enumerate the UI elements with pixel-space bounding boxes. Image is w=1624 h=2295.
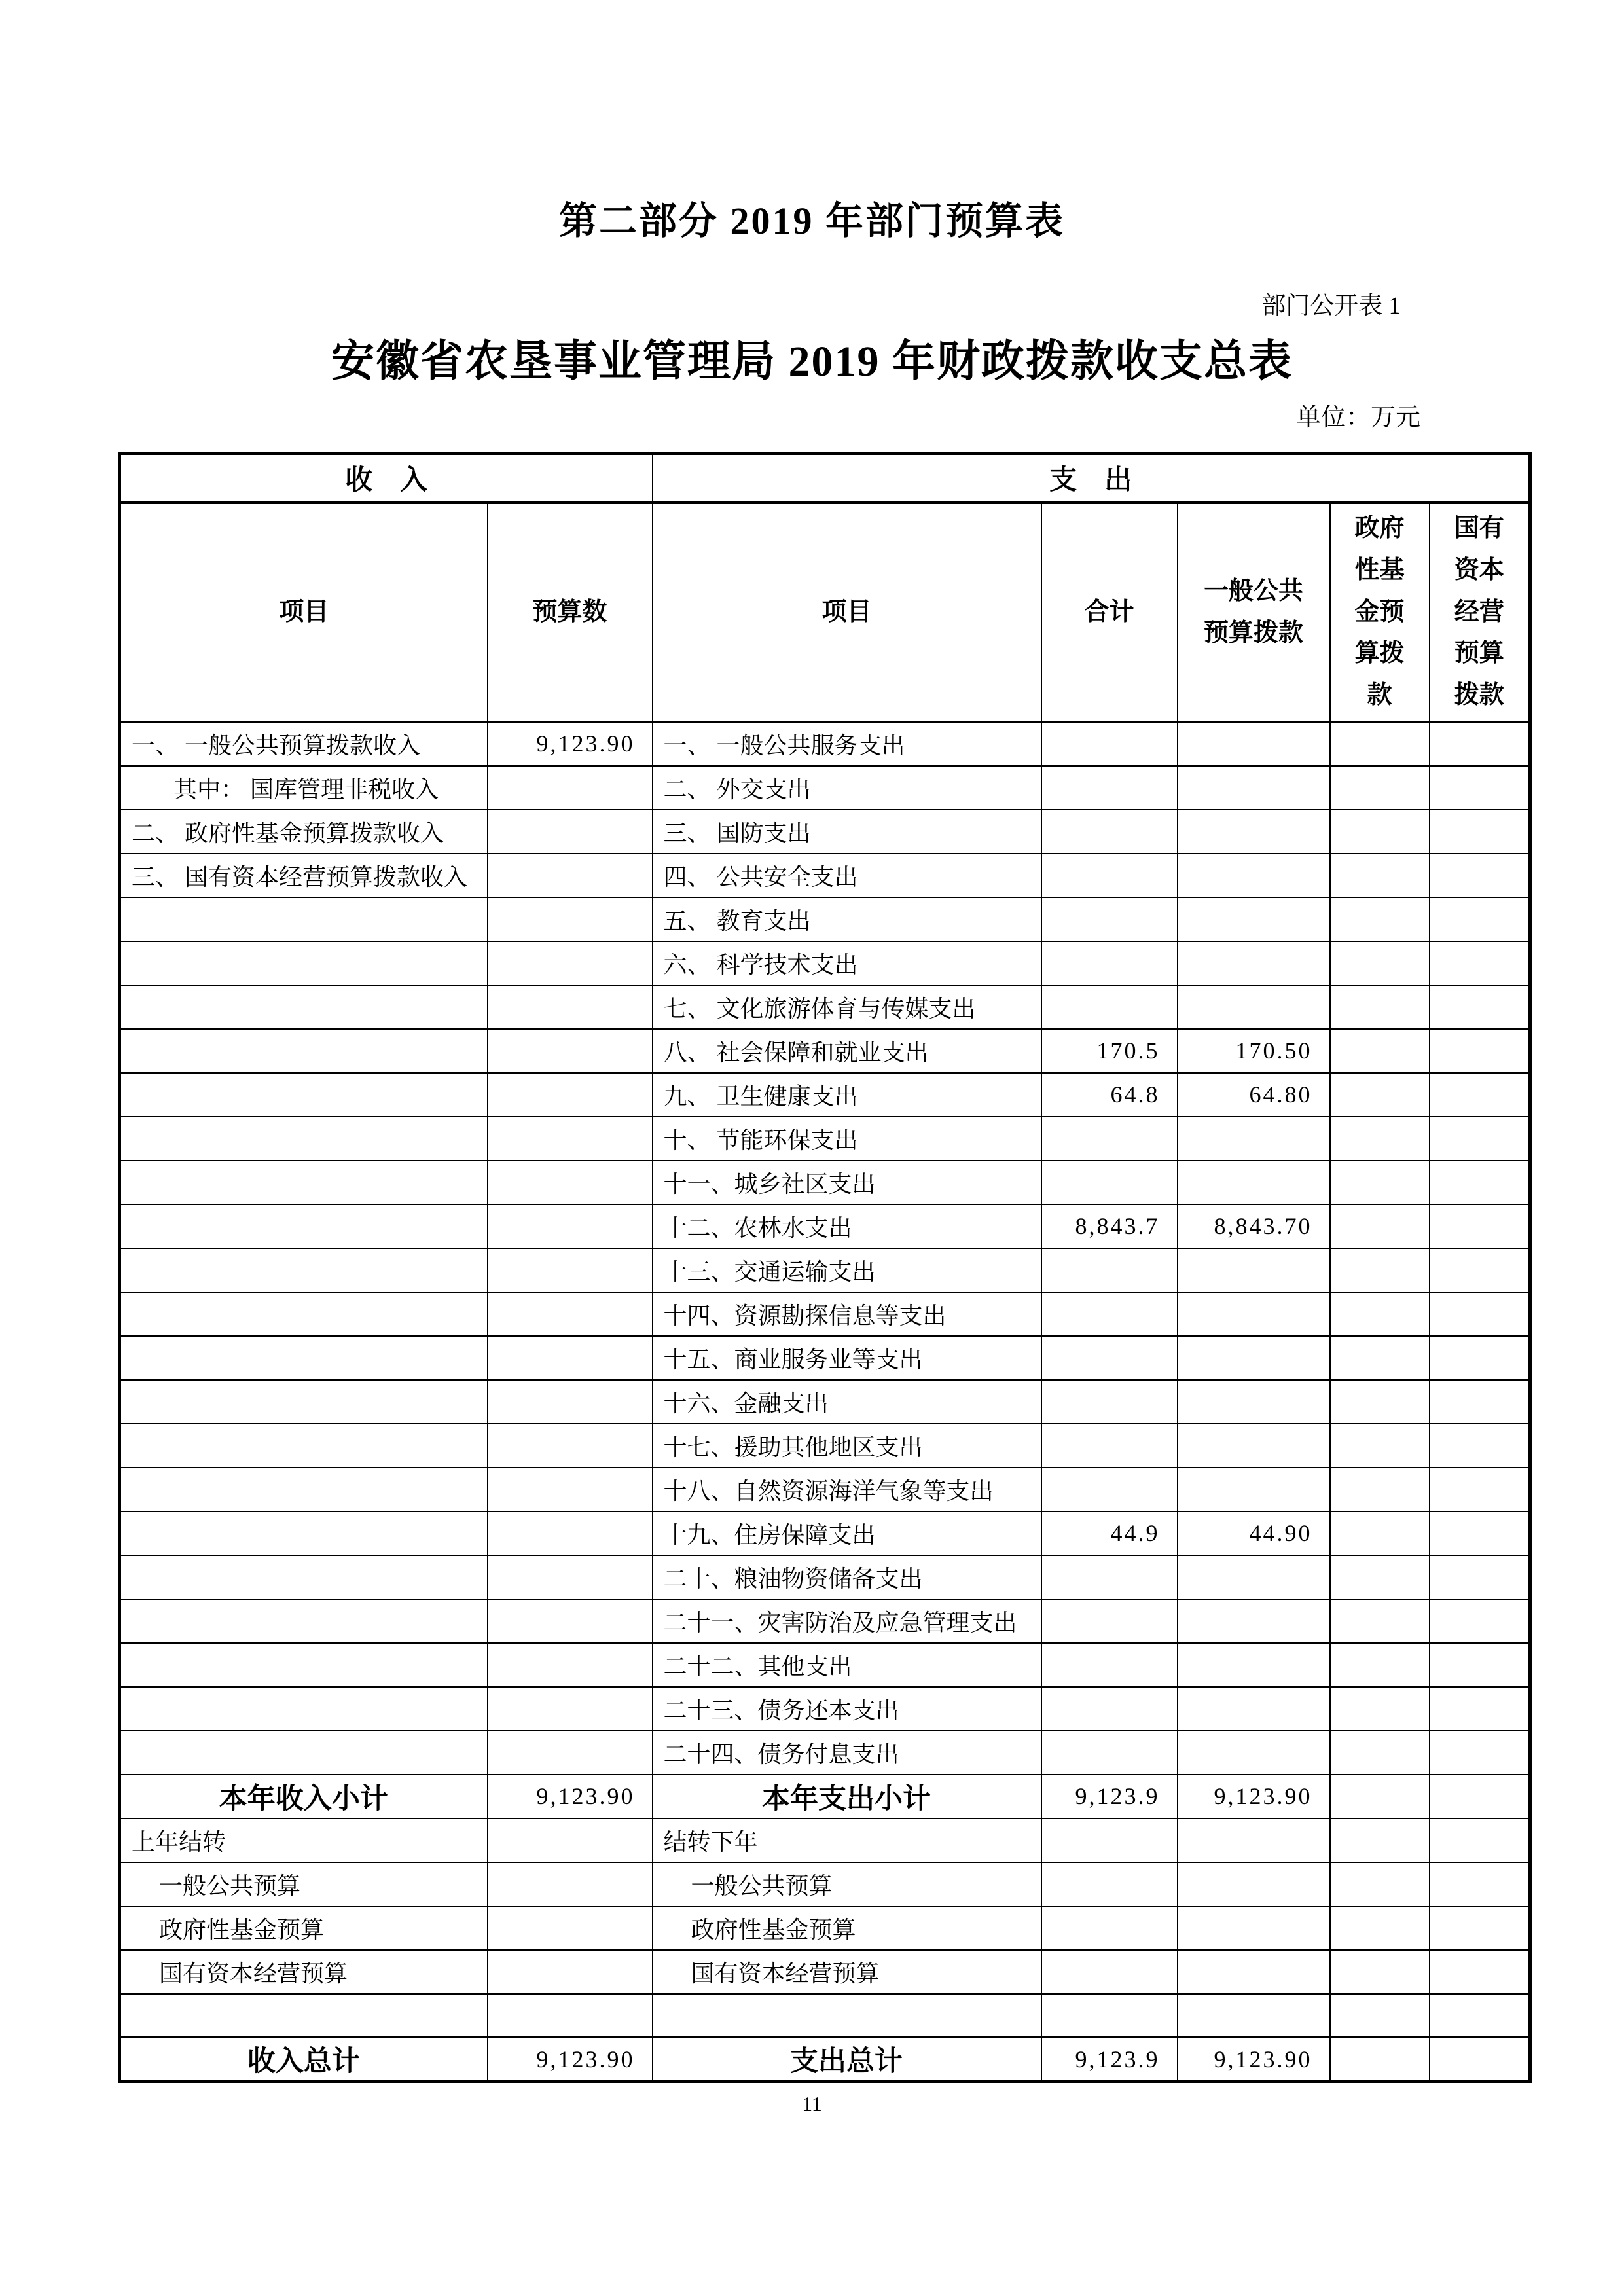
col-header-state-capital-budget [1430, 503, 1530, 722]
total-amount-cell [1041, 1994, 1178, 2038]
budget-amount-cell: 9,123.90 [488, 722, 653, 766]
state-capital-amount-cell [1430, 1073, 1530, 1117]
table-row [120, 897, 1530, 941]
table-row [120, 1555, 1530, 1599]
table-row [120, 1029, 1530, 1073]
budget-amount-cell [488, 1994, 653, 2038]
income-group-header: 收 入 [120, 454, 653, 503]
gov-fund-amount-cell [1330, 985, 1430, 1029]
total-amount-cell [1041, 1599, 1178, 1643]
col-header-expense-item-label: 项目 [821, 598, 872, 626]
expense-item-cell: 九、 卫生健康支出 [653, 1073, 1041, 1117]
table-row [120, 985, 1530, 1029]
expense-item-cell: 二十、粮油物资储备支出 [653, 1555, 1041, 1599]
budget-amount-cell [488, 1906, 653, 1950]
expense-item-cell: 结转下年 [653, 1818, 1041, 1862]
table-row [120, 1643, 1530, 1687]
total-amount-cell [1041, 854, 1178, 897]
expense-item-cell: 十四、资源勘探信息等支出 [653, 1292, 1041, 1336]
budget-amount-cell [488, 1029, 653, 1073]
general-budget-amount-cell [1178, 1687, 1330, 1731]
income-item-cell [120, 1511, 488, 1555]
total-amount-cell [1041, 1424, 1178, 1468]
total-amount-cell [1041, 1818, 1178, 1862]
table-row [120, 2038, 1530, 2082]
income-item-cell [120, 1292, 488, 1336]
col-header-income-item-label: 项目 [279, 598, 329, 626]
income-item-cell [120, 1161, 488, 1204]
state-capital-amount-cell [1430, 1380, 1530, 1424]
document-title: 第二部分 2019 年部门预算表 [558, 200, 1065, 242]
table-row [120, 941, 1530, 985]
table-tag-label: 部门公开表 1 [1261, 293, 1401, 319]
table-group-header-row [120, 454, 1530, 503]
col-header-budget-amount [488, 503, 653, 722]
table-row [120, 1906, 1530, 1950]
total-amount-cell [1041, 810, 1178, 854]
budget-amount-cell [488, 1511, 653, 1555]
state-capital-amount-cell [1430, 766, 1530, 810]
expense-item-cell: 二十四、债务付息支出 [653, 1731, 1041, 1775]
budget-amount-cell [488, 1599, 653, 1643]
general-budget-amount-cell [1178, 1336, 1330, 1380]
col-header-budget-amount-label: 预算数 [532, 598, 607, 626]
general-budget-amount-cell [1178, 1117, 1330, 1161]
total-amount-cell [1041, 985, 1178, 1029]
gov-fund-amount-cell [1330, 1161, 1430, 1204]
expense-item-cell: 支出总计 [653, 2038, 1041, 2082]
expense-item-cell: 一、 一般公共服务支出 [653, 722, 1041, 766]
general-budget-amount-cell [1178, 941, 1330, 985]
state-capital-amount-cell [1430, 1731, 1530, 1775]
expense-item-cell: 六、 科学技术支出 [653, 941, 1041, 985]
expense-item-cell: 二十一、灾害防治及应急管理支出 [653, 1599, 1041, 1643]
expense-item-cell: 政府性基金预算 [653, 1906, 1041, 1950]
total-amount-cell: 170.5 [1041, 1029, 1178, 1073]
col-header-total-label: 合计 [1084, 598, 1134, 626]
total-amount-cell [1041, 1906, 1178, 1950]
expense-item-cell: 十、 节能环保支出 [653, 1117, 1041, 1161]
gov-fund-amount-cell [1330, 810, 1430, 854]
general-budget-amount-cell: 64.80 [1178, 1073, 1330, 1117]
gov-fund-amount-cell [1330, 1336, 1430, 1380]
general-budget-amount-cell [1178, 766, 1330, 810]
budget-amount-cell [488, 1248, 653, 1292]
general-budget-amount-cell: 44.90 [1178, 1511, 1330, 1555]
general-budget-amount-cell [1178, 1862, 1330, 1906]
expense-item-cell: 五、 教育支出 [653, 897, 1041, 941]
gov-fund-amount-cell [1330, 1687, 1430, 1731]
total-amount-cell: 44.9 [1041, 1511, 1178, 1555]
budget-amount-cell [488, 1424, 653, 1468]
gov-fund-amount-cell [1330, 766, 1430, 810]
budget-amount-cell [488, 941, 653, 985]
total-amount-cell [1041, 1687, 1178, 1731]
table-row [120, 810, 1530, 854]
state-capital-amount-cell [1430, 985, 1530, 1029]
budget-amount-cell [488, 766, 653, 810]
income-item-cell [120, 985, 488, 1029]
total-amount-cell [1041, 1555, 1178, 1599]
state-capital-amount-cell [1430, 1424, 1530, 1468]
general-budget-amount-cell [1178, 1161, 1330, 1204]
table-column-header-row [120, 503, 1530, 722]
general-budget-amount-cell [1178, 1818, 1330, 1862]
total-amount-cell: 64.8 [1041, 1073, 1178, 1117]
income-item-cell [120, 1248, 488, 1292]
table-title: 安徽省农垦事业管理局 2019 年财政拨款收支总表 [331, 338, 1293, 386]
income-item-cell [120, 1073, 488, 1117]
income-item-cell [120, 1204, 488, 1248]
gov-fund-amount-cell [1330, 1117, 1430, 1161]
expense-item-cell: 七、 文化旅游体育与传媒支出 [653, 985, 1041, 1029]
table-row [120, 1117, 1530, 1161]
total-amount-cell [1041, 722, 1178, 766]
budget-amount-cell [488, 897, 653, 941]
general-budget-amount-cell [1178, 1468, 1330, 1511]
total-amount-cell [1041, 766, 1178, 810]
table-row [120, 1818, 1530, 1862]
budget-amount-cell [488, 1204, 653, 1248]
income-item-cell [120, 897, 488, 941]
state-capital-amount-cell [1430, 1862, 1530, 1906]
gov-fund-amount-cell [1330, 1950, 1430, 1994]
table-row [120, 1950, 1530, 1994]
table-row [120, 1687, 1530, 1731]
gov-fund-amount-cell [1330, 1204, 1430, 1248]
total-amount-cell [1041, 1292, 1178, 1336]
table-row [120, 1731, 1530, 1775]
budget-amount-cell [488, 985, 653, 1029]
table-row [120, 1775, 1530, 1818]
gov-fund-amount-cell [1330, 1994, 1430, 2038]
budget-amount-cell [488, 1468, 653, 1511]
budget-amount-cell [488, 854, 653, 897]
general-budget-amount-cell [1178, 854, 1330, 897]
budget-amount-cell [488, 1643, 653, 1687]
table-body [120, 722, 1530, 2082]
col-header-gov-fund-budget [1330, 503, 1430, 722]
expense-item-cell: 八、 社会保障和就业支出 [653, 1029, 1041, 1073]
table-row [120, 1862, 1530, 1906]
income-item-cell [120, 1117, 488, 1161]
expense-group-header: 支 出 [653, 454, 1530, 503]
general-budget-amount-cell [1178, 722, 1330, 766]
budget-amount-cell [488, 810, 653, 854]
income-item-cell: 上年结转 [120, 1818, 488, 1862]
general-budget-amount-cell: 9,123.90 [1178, 2038, 1330, 2082]
table-row [120, 1599, 1530, 1643]
income-item-cell: 一般公共预算 [120, 1862, 488, 1906]
table-row [120, 1511, 1530, 1555]
col-header-general-public-budget-label: 一般公共预算拨款 [1204, 577, 1304, 647]
state-capital-amount-cell [1430, 1643, 1530, 1687]
gov-fund-amount-cell [1330, 854, 1430, 897]
general-budget-amount-cell [1178, 1906, 1330, 1950]
total-amount-cell [1041, 1380, 1178, 1424]
state-capital-amount-cell [1430, 1292, 1530, 1336]
general-budget-amount-cell [1178, 897, 1330, 941]
state-capital-amount-cell [1430, 722, 1530, 766]
income-item-cell: 三、 国有资本经营预算拨款收入 [120, 854, 488, 897]
state-capital-amount-cell [1430, 1775, 1530, 1818]
income-item-cell [120, 1643, 488, 1687]
total-amount-cell [1041, 1161, 1178, 1204]
state-capital-amount-cell [1430, 1468, 1530, 1511]
total-amount-cell [1041, 1468, 1178, 1511]
total-amount-cell [1041, 1862, 1178, 1906]
general-budget-amount-cell: 9,123.90 [1178, 1775, 1330, 1818]
income-item-cell [120, 1380, 488, 1424]
gov-fund-amount-cell [1330, 1818, 1430, 1862]
income-item-cell: 国有资本经营预算 [120, 1950, 488, 1994]
gov-fund-amount-cell [1330, 1468, 1430, 1511]
state-capital-amount-cell [1430, 1161, 1530, 1204]
general-budget-amount-cell [1178, 985, 1330, 1029]
general-budget-amount-cell [1178, 1424, 1330, 1468]
budget-summary-table [118, 452, 1532, 2083]
total-amount-cell [1041, 1731, 1178, 1775]
income-item-cell: 其中： 国库管理非税收入 [120, 766, 488, 810]
budget-amount-cell [488, 1073, 653, 1117]
income-item-cell: 政府性基金预算 [120, 1906, 488, 1950]
state-capital-amount-cell [1430, 1029, 1530, 1073]
expense-item-cell: 一般公共预算 [653, 1862, 1041, 1906]
state-capital-amount-cell [1430, 1117, 1530, 1161]
general-budget-amount-cell [1178, 1555, 1330, 1599]
col-header-gov-fund-budget-label: 政府性基金预算拨款 [1354, 514, 1405, 710]
unit-note: 单位：万元 [1295, 404, 1420, 431]
total-amount-cell: 9,123.9 [1041, 2038, 1178, 2082]
total-amount-cell [1041, 1248, 1178, 1292]
total-amount-cell [1041, 941, 1178, 985]
gov-fund-amount-cell [1330, 1380, 1430, 1424]
general-budget-amount-cell [1178, 1248, 1330, 1292]
table-row [120, 1994, 1530, 2038]
budget-amount-cell [488, 1862, 653, 1906]
state-capital-amount-cell [1430, 1906, 1530, 1950]
gov-fund-amount-cell [1330, 2038, 1430, 2082]
table-row [120, 1380, 1530, 1424]
general-budget-amount-cell [1178, 810, 1330, 854]
expense-item-cell: 国有资本经营预算 [653, 1950, 1041, 1994]
table-row [120, 1292, 1530, 1336]
income-item-cell: 二、 政府性基金预算拨款收入 [120, 810, 488, 854]
expense-item-cell [653, 1994, 1041, 2038]
state-capital-amount-cell [1430, 1248, 1530, 1292]
gov-fund-amount-cell [1330, 1599, 1430, 1643]
table-row [120, 1248, 1530, 1292]
income-item-cell [120, 941, 488, 985]
budget-amount-cell [488, 1336, 653, 1380]
budget-amount-cell [488, 1161, 653, 1204]
table-row [120, 1336, 1530, 1380]
expense-item-cell: 本年支出小计 [653, 1775, 1041, 1818]
col-header-income-item [120, 503, 488, 722]
income-item-cell [120, 1424, 488, 1468]
expense-item-cell: 三、 国防支出 [653, 810, 1041, 854]
state-capital-amount-cell [1430, 854, 1530, 897]
table-row [120, 854, 1530, 897]
state-capital-amount-cell [1430, 1555, 1530, 1599]
budget-amount-cell [488, 1555, 653, 1599]
state-capital-amount-cell [1430, 1818, 1530, 1862]
table-row [120, 1161, 1530, 1204]
expense-item-cell: 十一、城乡社区支出 [653, 1161, 1041, 1204]
general-budget-amount-cell [1178, 1643, 1330, 1687]
gov-fund-amount-cell [1330, 1555, 1430, 1599]
general-budget-amount-cell [1178, 1380, 1330, 1424]
table-row [120, 722, 1530, 766]
gov-fund-amount-cell [1330, 1292, 1430, 1336]
general-budget-amount-cell [1178, 1950, 1330, 1994]
table-row [120, 1204, 1530, 1248]
general-budget-amount-cell: 170.50 [1178, 1029, 1330, 1073]
budget-amount-cell: 9,123.90 [488, 2038, 653, 2082]
general-budget-amount-cell [1178, 1292, 1330, 1336]
total-amount-cell: 8,843.7 [1041, 1204, 1178, 1248]
budget-amount-cell [488, 1731, 653, 1775]
budget-amount-cell [488, 1117, 653, 1161]
gov-fund-amount-cell [1330, 1073, 1430, 1117]
gov-fund-amount-cell [1330, 1643, 1430, 1687]
general-budget-amount-cell [1178, 1994, 1330, 2038]
expense-item-cell: 十九、住房保障支出 [653, 1511, 1041, 1555]
income-item-cell: 本年收入小计 [120, 1775, 488, 1818]
total-amount-cell [1041, 1950, 1178, 1994]
general-budget-amount-cell [1178, 1731, 1330, 1775]
gov-fund-amount-cell [1330, 1424, 1430, 1468]
expense-item-cell: 十五、商业服务业等支出 [653, 1336, 1041, 1380]
income-item-cell: 收入总计 [120, 2038, 488, 2082]
income-item-cell [120, 1555, 488, 1599]
state-capital-amount-cell [1430, 810, 1530, 854]
total-amount-cell [1041, 897, 1178, 941]
total-amount-cell [1041, 1643, 1178, 1687]
state-capital-amount-cell [1430, 1599, 1530, 1643]
income-item-cell [120, 1994, 488, 2038]
gov-fund-amount-cell [1330, 722, 1430, 766]
state-capital-amount-cell [1430, 941, 1530, 985]
state-capital-amount-cell [1430, 1204, 1530, 1248]
expense-item-cell: 十七、援助其他地区支出 [653, 1424, 1041, 1468]
general-budget-amount-cell [1178, 1599, 1330, 1643]
gov-fund-amount-cell [1330, 1906, 1430, 1950]
budget-amount-cell: 9,123.90 [488, 1775, 653, 1818]
state-capital-amount-cell [1430, 1950, 1530, 1994]
gov-fund-amount-cell [1330, 1731, 1430, 1775]
expense-item-cell: 十八、自然资源海洋气象等支出 [653, 1468, 1041, 1511]
table-row [120, 1468, 1530, 1511]
income-item-cell [120, 1029, 488, 1073]
expense-item-cell: 十六、金融支出 [653, 1380, 1041, 1424]
budget-amount-cell [488, 1950, 653, 1994]
gov-fund-amount-cell [1330, 897, 1430, 941]
budget-amount-cell [488, 1687, 653, 1731]
income-item-cell [120, 1731, 488, 1775]
page-number: 11 [802, 2092, 822, 2116]
total-amount-cell [1041, 1117, 1178, 1161]
income-item-cell [120, 1468, 488, 1511]
gov-fund-amount-cell [1330, 1248, 1430, 1292]
expense-item-cell: 二十三、债务还本支出 [653, 1687, 1041, 1731]
gov-fund-amount-cell [1330, 1862, 1430, 1906]
table-row [120, 1073, 1530, 1117]
expense-item-cell: 四、 公共安全支出 [653, 854, 1041, 897]
col-header-expense-item [653, 503, 1041, 722]
expense-item-cell: 十三、交通运输支出 [653, 1248, 1041, 1292]
table-row [120, 1424, 1530, 1468]
col-header-state-capital-budget-label: 国有资本经营预算拨款 [1454, 514, 1504, 710]
expense-item-cell: 二、 外交支出 [653, 766, 1041, 810]
income-item-cell: 一、 一般公共预算拨款收入 [120, 722, 488, 766]
expense-item-cell: 二十二、其他支出 [653, 1643, 1041, 1687]
income-item-cell [120, 1687, 488, 1731]
budget-amount-cell [488, 1818, 653, 1862]
total-amount-cell [1041, 1336, 1178, 1380]
table-row [120, 766, 1530, 810]
budget-amount-cell [488, 1380, 653, 1424]
income-item-cell [120, 1599, 488, 1643]
gov-fund-amount-cell [1330, 1511, 1430, 1555]
income-item-cell [120, 1336, 488, 1380]
general-budget-amount-cell: 8,843.70 [1178, 1204, 1330, 1248]
total-amount-cell: 9,123.9 [1041, 1775, 1178, 1818]
state-capital-amount-cell [1430, 1336, 1530, 1380]
state-capital-amount-cell [1430, 897, 1530, 941]
budget-amount-cell [488, 1292, 653, 1336]
expense-item-cell: 十二、农林水支出 [653, 1204, 1041, 1248]
col-header-total [1041, 503, 1178, 722]
gov-fund-amount-cell [1330, 1029, 1430, 1073]
col-header-general-public-budget [1178, 503, 1330, 722]
state-capital-amount-cell [1430, 2038, 1530, 2082]
gov-fund-amount-cell [1330, 941, 1430, 985]
state-capital-amount-cell [1430, 1687, 1530, 1731]
state-capital-amount-cell [1430, 1511, 1530, 1555]
state-capital-amount-cell [1430, 1994, 1530, 2038]
gov-fund-amount-cell [1330, 1775, 1430, 1818]
